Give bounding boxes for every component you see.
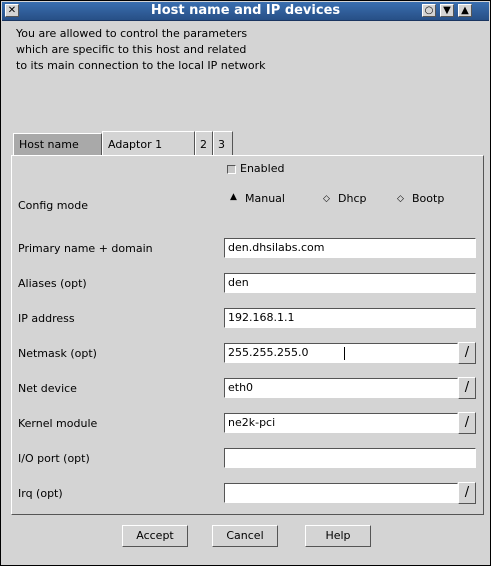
accept-button[interactable]: Accept [122,525,188,547]
title-bar[interactable] [2,2,489,21]
io-port-label: I/O port (opt) [18,452,90,465]
radio-bootp-label[interactable]: Bootp [412,192,445,205]
netmask-label: Netmask (opt) [18,347,97,360]
netmask-input[interactable]: 255.255.255.0 [224,343,458,363]
minimize-icon[interactable]: ▼ [440,4,454,17]
radio-manual-label[interactable]: Manual [245,192,285,205]
radio-dhcp-icon[interactable]: ◇ [323,194,330,204]
io-port-input[interactable] [224,448,476,468]
enabled-label: Enabled [240,162,285,175]
aliases-label: Aliases (opt) [18,277,87,290]
tab-host-name[interactable]: Host name [13,133,102,155]
primary-name-label: Primary name + domain [18,242,153,255]
irq-edit-button[interactable]: / [458,482,476,504]
netmask-edit-button[interactable]: / [458,342,476,364]
cancel-button[interactable]: Cancel [212,525,278,547]
tab-adaptor-2[interactable]: 2 [195,131,213,156]
ip-address-label: IP address [18,312,75,325]
irq-input[interactable] [224,483,458,503]
tab-adaptor-3[interactable]: 3 [213,131,233,156]
radio-bootp-icon[interactable]: ◇ [397,194,404,204]
window-title: Host name and IP devices [150,3,341,18]
primary-name-input[interactable]: den.dhsilabs.com [224,238,476,258]
adaptor-panel [11,155,484,515]
tab-adaptor-1[interactable]: Adaptor 1 [102,131,195,156]
help-button[interactable]: Help [305,525,371,547]
radio-dhcp-label[interactable]: Dhcp [338,192,367,205]
net-device-input[interactable]: eth0 [224,378,458,398]
enabled-checkbox[interactable] [227,165,236,174]
text-caret [344,347,345,360]
net-device-edit-button[interactable]: / [458,377,476,399]
irq-label: Irq (opt) [18,487,63,500]
intro-text [16,26,265,74]
kernel-module-label: Kernel module [18,417,98,430]
maximize-icon[interactable]: ▲ [458,4,472,17]
ip-address-input[interactable]: 192.168.1.1 [224,308,476,328]
kernel-module-edit-button[interactable]: / [458,412,476,434]
aliases-input[interactable]: den [224,273,476,293]
net-device-label: Net device [18,382,77,395]
radio-manual-icon[interactable]: ▲ [230,192,237,202]
intro-line: You are allowed to control the parameters [16,27,248,40]
intro-line: to its main connection to the local IP network [16,59,266,72]
config-mode-label: Config mode [18,199,88,212]
intro-line: which are specific to this host and related [16,43,247,56]
close-icon[interactable]: ✕ [5,4,19,17]
window-menu-icon[interactable]: ○ [422,4,436,17]
kernel-module-input[interactable]: ne2k-pci [224,413,458,433]
